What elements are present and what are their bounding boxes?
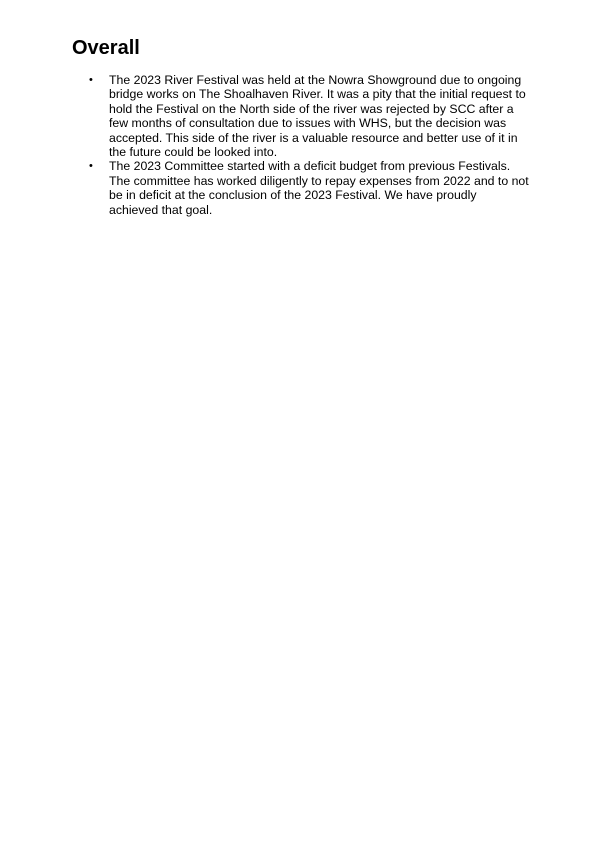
bullet-item-budget <box>89 159 529 217</box>
bullet-item-venue <box>89 73 529 159</box>
bullet-icon: • <box>89 74 93 86</box>
bullet-text: The 2023 River Festival was held at the Nowra Showground due to ongoing bridge works on The Shoalhaven River. It was a pity that the initial request to hold the Festival on the North side of the river was rejected by SCC after a few months of consultation due to issues with WHS, but the decision was accepted. This side of the river is a valuable resource and better use of it in the future could be looked into. <box>109 73 526 160</box>
bullet-list <box>89 73 529 217</box>
section-heading: Overall <box>72 37 140 59</box>
bullet-text: The 2023 Committee started with a deficit budget from previous Festivals. The committee has worked diligently to repay expenses from 2022 and to not be in deficit at the conclusion of the 2023 Festival. We have proudly achieved that goal. <box>109 159 529 217</box>
bullet-icon: • <box>89 160 93 173</box>
